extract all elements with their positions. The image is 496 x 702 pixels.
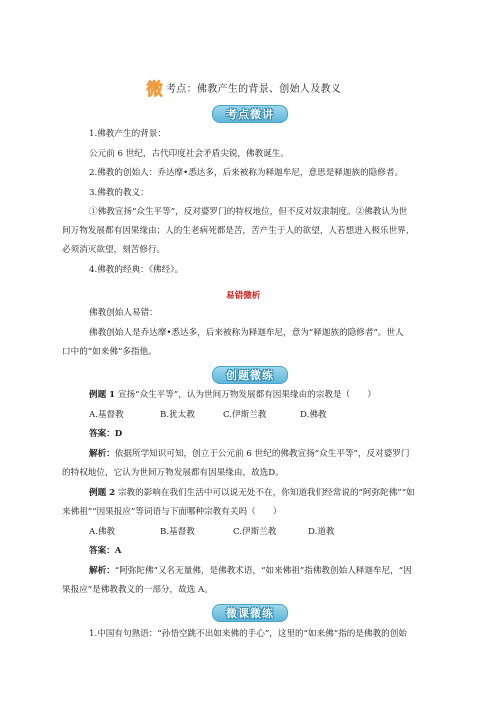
ex2-answer: 答案：A xyxy=(89,546,122,556)
ex1-analysis-1: 解析：依据所学知识可知，创立于公元前 6 世纪的佛教宣扬“众生平等”，反对婆罗门 xyxy=(89,449,410,459)
banner-key-points: 考点微讲 xyxy=(212,105,288,123)
banner-micro-practice: 微课微练 xyxy=(212,604,288,622)
kp-line-6: 间万物发展都有因果缘由；人的生老病死都是苦，苦产生于人的欲望，人若想进入极乐世界， xyxy=(62,226,415,236)
banner-practice: 创题微练 xyxy=(212,366,288,384)
example-2-question-2: 来佛祖”“因果报应”等词语与下面哪种宗教有关吗（ ） xyxy=(62,507,282,517)
ex2-option-c: C.伊斯兰教 xyxy=(233,527,277,537)
kp-line-8: 4.佛教的经典：《佛经》。 xyxy=(89,265,184,275)
ex1-option-c: C.伊斯兰教 xyxy=(223,410,267,420)
ex2-analysis-1: 解析：“阿弥陀佛”又名无量佛，是佛教术语，“如来佛祖”指佛教创始人释迦牟尼，“因 xyxy=(89,566,412,576)
ex2-analysis-2: 果报应”是佛教教义的一部分，故选 A。 xyxy=(62,585,213,595)
ex1-option-d: D.佛教 xyxy=(300,410,327,420)
ex1-option-b: B.犹太教 xyxy=(160,410,195,420)
kp-line-5: ①佛教宣扬“众生平等”，反对婆罗门的特权地位，但不反对奴隶制度。②佛教认为世 xyxy=(89,207,408,217)
wei-logo-icon: 微 xyxy=(146,79,163,100)
error-line-2: 佛教创始人是乔达摩•悉达多，后来被称为释迦牟尼，意为“释迦族的隐修者”。世人 xyxy=(89,328,404,338)
practice-line-1: 1.中国有句熟语：“孙悟空跳不出如来佛的手心”，这里的“如来佛”指的是佛教的创始 xyxy=(89,629,407,639)
kp-line-7: 必须消灭欲望，刻苦修行。 xyxy=(62,245,166,255)
kp-line-3: 2.佛教的创始人：乔达摩•悉达多，后来被称为释迦牟尼，意思是释迦族的隐修者。 xyxy=(89,168,404,178)
kp-line-4: 3.佛教的教义： xyxy=(89,188,149,198)
ex2-option-d: D.道教 xyxy=(308,527,335,537)
ex2-option-b: B.基督教 xyxy=(160,527,195,537)
ex1-option-a: A.基督教 xyxy=(89,410,124,420)
kp-line-2: 公元前 6 世纪，古代印度社会矛盾尖锐，佛教诞生。 xyxy=(89,149,289,159)
ex2-option-a: A.佛教 xyxy=(89,527,116,537)
ex1-answer: 答案：D xyxy=(89,429,123,439)
section-title xyxy=(145,77,342,100)
ex1-analysis-2: 的特权地位，它认为世间万物发展都有因果缘由，故选D。 xyxy=(62,468,284,478)
error-analysis-heading: 易错微析 xyxy=(226,291,261,301)
title-text: 考点：佛教产生的背景、创始人及教义 xyxy=(166,83,342,95)
error-line-1: 佛教创始人易错： xyxy=(89,308,158,318)
example-2-question-1: 例题 2 宗教的影响在我们生活中可以说无处不在，你知道我们经常说的“阿弥陀佛”“如 xyxy=(89,488,415,498)
kp-line-1: 1.佛教产生的背景： xyxy=(89,129,166,139)
example-1-question: 例题 1 宣扬“众生平等”，认为世间万物发展都有因果缘由的宗教是（ ） xyxy=(89,390,376,400)
error-line-3: 口中的“如来佛”多指他。 xyxy=(62,347,157,357)
